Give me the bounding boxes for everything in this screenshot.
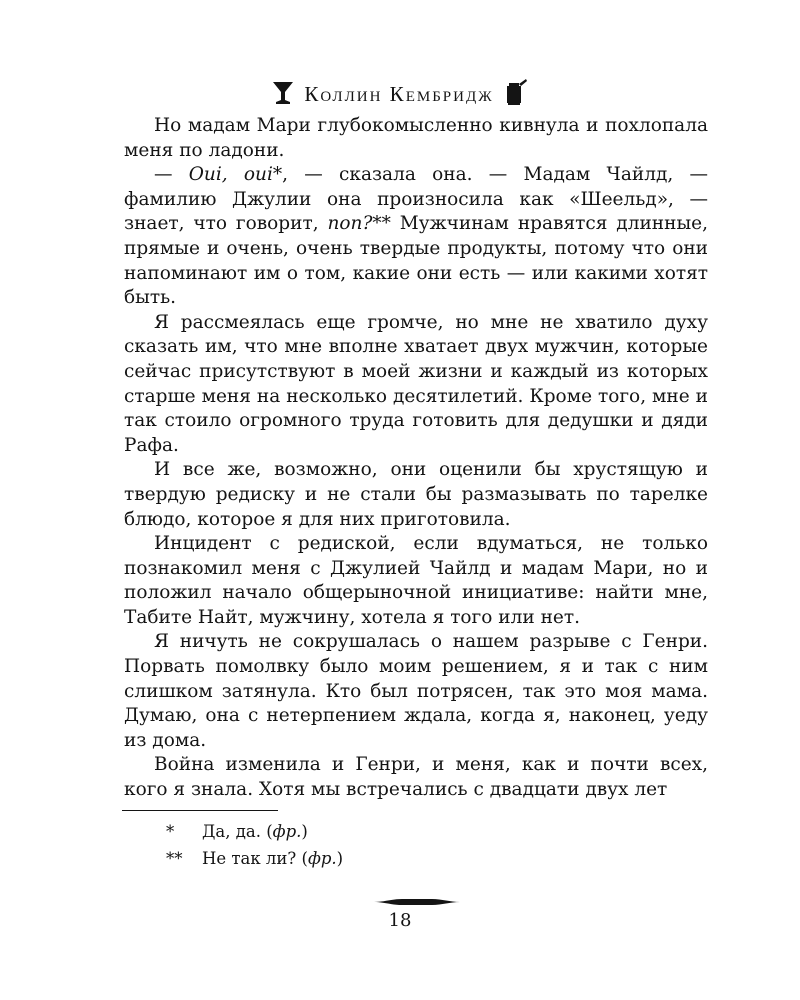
paragraph: Инцидент с редиской, если вдуматься, не только познакомил меня с Джулией Чайлд и мадам Мари, но и положил начало общерыночной инициативе: найти мне, Табите Найт, мужчину, хотела я того или нет.: [124, 533, 708, 628]
footnotes: [124, 818, 624, 872]
footnote-mark: *: [166, 822, 175, 841]
paragraph: Но мадам Мари глубокомысленно кивнула и похлопала меня по ладони.: [124, 115, 708, 161]
cocktail-glass-with-garnish-icon: [504, 78, 528, 106]
flourish-ornament: [374, 896, 460, 908]
footnote: * Да, да. (фр.): [124, 818, 624, 845]
page-number: 18: [388, 910, 412, 931]
footnote-mark: **: [166, 849, 183, 868]
running-header: [0, 72, 800, 112]
paragraph: И все же, возможно, они оценили бы хрустящую и твердую редиску и не стали бы размазывать по тарелке блюдо, которое я для них приготовила.: [124, 459, 708, 530]
cocktail-glass-icon: [272, 79, 294, 105]
paragraph: Я ничуть не сокрушалась о нашем разрыве с Генри. Порвать помолвку было моим решением, я и так с ним слишком затянула. Кто был потрясен, так это моя мама. Думаю, она с нетерпением ждала, когда я, наконец, уеду из дома.: [124, 631, 708, 751]
footnote: ** Не так ли? (фр.): [124, 845, 624, 872]
book-author-title: Коллин Кембридж: [304, 81, 494, 106]
paragraph-dialog: — Oui, oui*, — сказала она. — Мадам Чайлд, — фамилию Джулии она произносила как «Шеельд», — знает, что говорит, non?** Мужчинам нравятся длинные, прямые и очень, очень твердые продукты, потому что они напоминают им о том, какие они есть — или какими хотят быть.: [124, 164, 708, 309]
footnote-divider: [122, 810, 278, 811]
body-text: [124, 114, 708, 803]
paragraph: Война изменила и Генри, и меня, как и почти всех, кого я знала. Хотя мы встречались с двадцати двух лет: [124, 754, 708, 801]
paragraph: Я рассмеялась еще громче, но мне не хватило духу сказать им, что мне вполне хватает двух мужчин, которые сейчас присутствуют в моей жизни и каждый из которых старше меня на несколько десятилетий. Кроме того, мне и так стоило огромного труда готовить для дедушки и дяди Рафа.: [124, 311, 708, 456]
